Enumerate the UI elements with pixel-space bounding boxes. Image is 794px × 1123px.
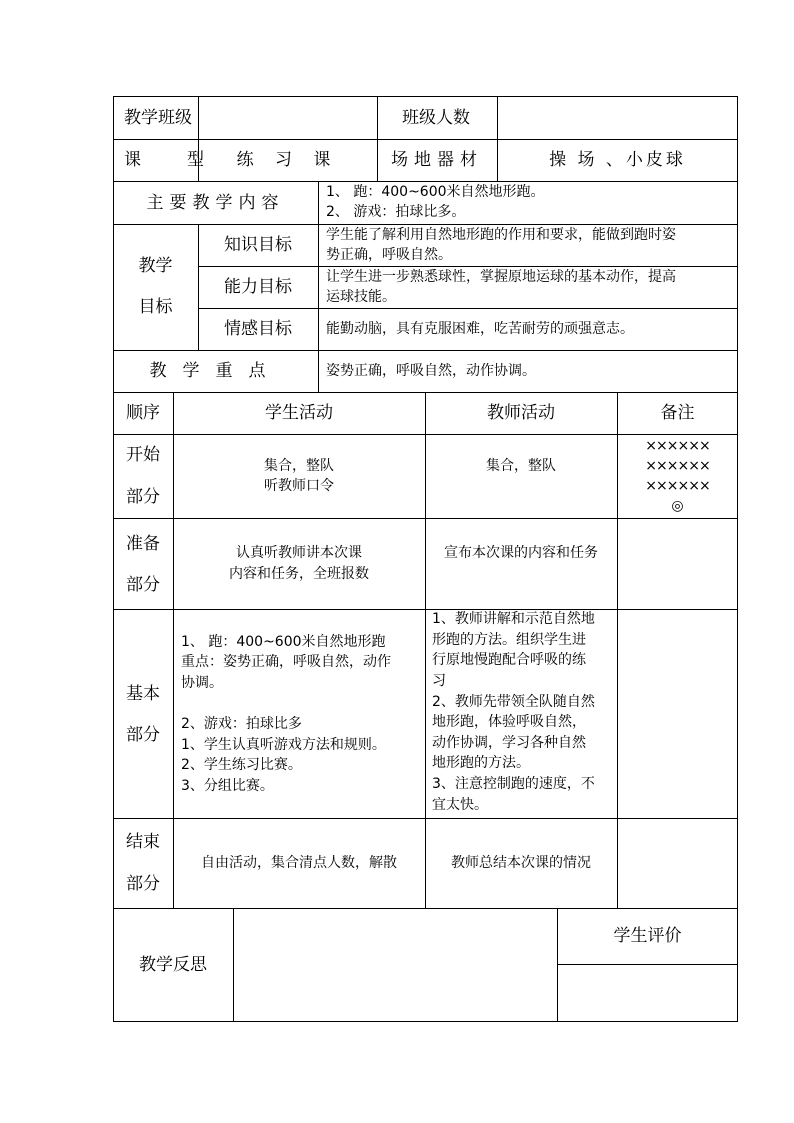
end-teacher-text: 教师总结本次课的情况 [451,855,591,871]
basic-teacher-line: 地形跑，体验呼吸自然， [432,714,586,730]
row-divider [557,964,738,965]
basic-student-line: 3、分组比赛。 [181,778,274,794]
row-divider [113,908,738,909]
teacher-position-icon: ◎ [671,498,684,514]
basic-teacher-line: 宜太快。 [432,797,488,813]
main-content-line-2: 2、 游戏：拍球比多。 [326,204,466,220]
class-label: 教学班级 [124,108,192,128]
basic-teacher-line: 动作协调，学习各种自然 [432,735,586,751]
prep-student-line-2: 内容和任务，全班报数 [229,566,369,582]
basic-teacher-line: 地形跑的方法。 [432,755,530,771]
column-header-teacher: 教师活动 [487,403,555,423]
basic-teacher-line: 形跑的方法。组织学生进 [432,632,586,648]
basic-student-line: 1、学生认真听游戏方法和规则。 [181,737,386,753]
formation-row-1: ×××××× [645,438,710,454]
knowledge-goal-line-2: 势正确，呼吸自然。 [326,247,452,263]
basic-student-line: 2、游戏：拍球比多 [181,716,302,732]
row-divider [113,139,738,140]
start-label-1: 开始 [126,445,160,465]
ability-goal-label: 能力目标 [224,277,292,297]
main-content-line-1: 1、 跑：400~600米自然地形跑。 [326,184,545,200]
row-divider [113,350,738,351]
knowledge-goal-label: 知识目标 [224,235,292,255]
start-student-line-1: 集合，整队 [264,458,334,474]
column-header-student: 学生活动 [265,403,333,423]
prep-label-1: 准备 [126,534,160,554]
ability-goal-line-1: 让学生进一步熟悉球性，掌握原地运球的基本动作，提高 [326,269,676,285]
formation-row-3: ×××××× [645,478,710,494]
start-label-2: 部分 [126,487,160,507]
goals-label-2: 目标 [138,297,173,317]
reflection-label: 教学反思 [139,955,207,975]
basic-label-1: 基本 [126,684,160,704]
emotion-goal-label: 情感目标 [224,319,292,339]
class-count-label: 班级人数 [402,108,470,128]
basic-label-2: 部分 [126,725,160,745]
goals-label-1: 教学 [138,256,173,276]
basic-student-line: 2、学生练习比赛。 [181,757,302,773]
lesson-type-label: 课 型 [124,150,208,170]
prep-label-2: 部分 [126,575,160,595]
ability-goal-line-2: 运球技能。 [326,289,396,305]
basic-teacher-line: 3、注意控制跑的速度，不 [432,776,595,792]
basic-teacher-line: 1、教师讲解和示范自然地 [432,611,595,627]
start-student-line-2: 听教师口令 [264,478,334,494]
row-divider [198,308,738,309]
basic-teacher-line: 2、教师先带领全队随自然 [432,694,595,710]
main-content-label: 主要教学内容 [146,193,285,213]
venue-value: 操 场 、小皮球 [549,150,686,170]
basic-teacher-line: 行原地慢跑配合呼吸的练 [432,652,586,668]
col-divider [233,908,234,1022]
start-teacher-text: 集合，整队 [486,458,556,474]
knowledge-goal-line-1: 学生能了解利用自然地形跑的作用和要求，能做到跑时姿 [326,227,676,243]
col-divider [318,181,319,224]
prep-student-line-1: 认真听教师讲本次课 [236,545,362,561]
end-student-text: 自由活动，集合清点人数，解散 [201,855,397,871]
venue-label: 场地器材 [391,150,483,170]
basic-student-line: 协调。 [181,675,223,691]
formation-row-2: ×××××× [645,458,710,474]
emotion-goal-text: 能勤动脑，具有克服困难，吃苦耐劳的顽强意志。 [326,321,634,337]
end-label-2: 部分 [126,874,160,894]
basic-teacher-line: 习 [432,673,446,689]
prep-teacher-text: 宣布本次课的内容和任务 [444,545,598,561]
focus-text: 姿势正确，呼吸自然，动作协调。 [326,363,536,379]
column-header-order: 顺序 [126,403,160,423]
basic-student-line: 1、 跑：400~600米自然地形跑 [181,634,386,650]
lesson-type-value: 练 习 课 [236,150,339,170]
col-divider [318,224,319,392]
column-header-note: 备注 [660,403,695,423]
focus-label: 教学重点 [149,361,282,381]
end-label-1: 结束 [126,832,160,852]
evaluation-label: 学生评价 [613,926,682,946]
basic-student-line: 重点：姿势正确，呼吸自然，动作 [181,654,391,670]
